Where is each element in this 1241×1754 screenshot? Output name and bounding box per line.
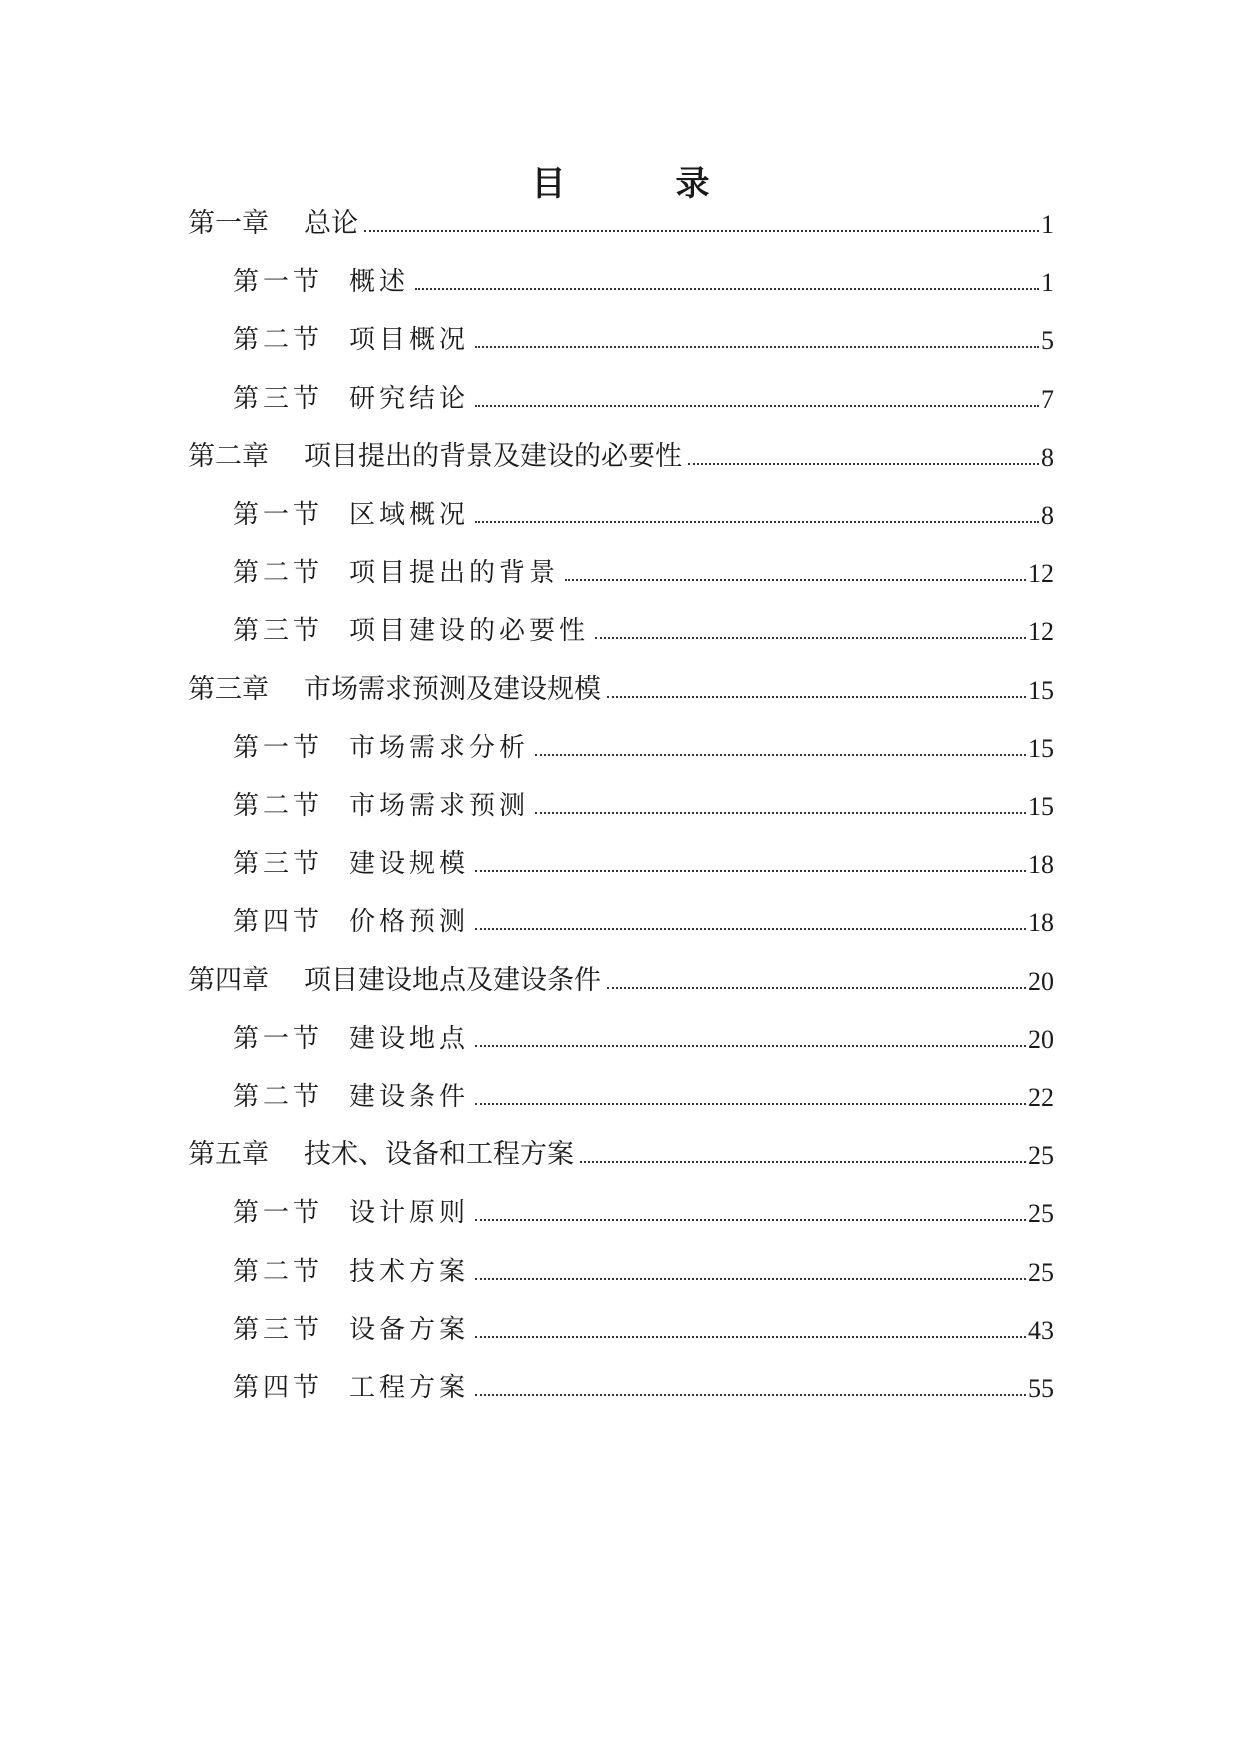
toc-page-number: 43: [1028, 1315, 1054, 1345]
toc-section-entry[interactable]: [233, 898, 1054, 938]
toc-page-number: 7: [1041, 384, 1054, 414]
toc-entry-title: 建设规模: [349, 849, 470, 880]
toc-entry-number: 第二节: [233, 558, 324, 589]
toc-dot-leader: [607, 987, 1026, 989]
toc-section-entry[interactable]: [233, 375, 1054, 415]
toc-entry-title: 建设条件: [349, 1082, 470, 1112]
toc-section-entry[interactable]: [233, 1364, 1054, 1404]
toc-section-entry[interactable]: [233, 549, 1054, 589]
toc-dot-leader: [475, 870, 1026, 872]
toc-entry-title: 设备方案: [349, 1314, 470, 1345]
toc-entry-number: 第二节: [233, 325, 324, 356]
toc-chapter-entry[interactable]: [188, 957, 1054, 997]
toc-entry-number: 第四节: [233, 907, 324, 938]
toc-section-entry[interactable]: [233, 1073, 1054, 1113]
page-title: 目 录: [531, 164, 748, 204]
toc-entry-title: 技术方案: [349, 1256, 470, 1287]
toc-section-entry[interactable]: [233, 607, 1054, 647]
toc-page-number: 18: [1028, 908, 1054, 938]
toc-entry-number: 第二章: [188, 440, 269, 472]
toc-chapter-entry[interactable]: [188, 666, 1054, 706]
toc-chapter-entry[interactable]: [188, 200, 1054, 240]
toc-entry-number: 第一节: [233, 500, 324, 530]
toc-dot-leader: [535, 812, 1026, 814]
toc-dot-leader: [475, 928, 1026, 930]
toc-chapter-entry[interactable]: [188, 433, 1054, 473]
toc-dot-leader: [565, 579, 1026, 581]
toc-dot-leader: [475, 405, 1039, 407]
toc-page-number: 18: [1028, 850, 1054, 880]
toc-dot-leader: [607, 696, 1026, 698]
toc-entry-number: 第一节: [233, 1023, 324, 1054]
toc-entry-number: 第二节: [233, 1082, 324, 1112]
toc-dot-leader: [580, 1161, 1026, 1163]
toc-section-entry[interactable]: [233, 1015, 1054, 1055]
toc-entry-title: 工程方案: [349, 1373, 470, 1403]
toc-page-number: 25: [1028, 1257, 1054, 1287]
toc-entry-title: 区域概况: [349, 500, 470, 530]
toc-dot-leader: [475, 346, 1039, 348]
toc-entry-title: 市场需求预测及建设规模: [304, 673, 601, 705]
toc-section-entry[interactable]: [233, 316, 1054, 356]
toc-page-number: 12: [1028, 617, 1054, 647]
toc-entry-title: 总论: [304, 208, 358, 239]
toc-entry-title: 项目概况: [349, 325, 470, 356]
toc-section-entry[interactable]: [233, 1189, 1054, 1229]
toc-page-number: 25: [1028, 1141, 1054, 1171]
toc-section-entry[interactable]: [233, 782, 1054, 822]
toc-page-number: 20: [1028, 966, 1054, 996]
toc-section-entry[interactable]: [233, 258, 1054, 298]
toc-dot-leader: [595, 637, 1026, 639]
toc-entry-title: 研究结论: [349, 383, 470, 414]
toc-page-number: 5: [1041, 326, 1054, 356]
toc-page-number: 15: [1028, 675, 1054, 705]
toc-section-entry[interactable]: [233, 1306, 1054, 1346]
toc-entry-number: 第五章: [188, 1139, 269, 1171]
toc-section-entry[interactable]: [233, 724, 1054, 764]
toc-section-entry[interactable]: [233, 1248, 1054, 1288]
toc-entry-title: 项目建设的必要性: [349, 616, 590, 647]
toc-dot-leader: [475, 1336, 1026, 1338]
toc-page-number: 8: [1041, 442, 1054, 472]
toc-entry-number: 第四章: [188, 964, 269, 996]
toc-entry-title: 建设地点: [349, 1023, 470, 1054]
toc-page-number: 55: [1028, 1374, 1054, 1403]
toc-dot-leader: [415, 288, 1039, 290]
toc-entry-number: 第三章: [188, 673, 269, 705]
toc-entry-title: 项目建设地点及建设条件: [304, 964, 601, 996]
toc-entry-title: 项目提出的背景及建设的必要性: [304, 440, 682, 472]
toc-section-entry[interactable]: [233, 491, 1054, 531]
toc-entry-number: 第三节: [233, 1314, 324, 1345]
toc-entry-number: 第一节: [233, 732, 324, 763]
toc-entry-title: 技术、设备和工程方案: [304, 1139, 574, 1171]
toc-entry-number: 第四节: [233, 1373, 324, 1403]
toc-dot-leader: [535, 754, 1026, 756]
toc-entry-title: 市场需求分析: [349, 732, 530, 763]
toc-dot-leader: [475, 1394, 1026, 1396]
toc-dot-leader: [475, 521, 1039, 523]
toc-dot-leader: [475, 1278, 1026, 1280]
toc-entry-number: 第二节: [233, 1256, 324, 1287]
toc-page-number: 8: [1041, 501, 1054, 530]
toc-entry-number: 第三节: [233, 616, 324, 647]
toc-entry-number: 第一节: [233, 1198, 324, 1229]
toc-entry-title: 市场需求预测: [349, 791, 530, 821]
toc-chapter-entry[interactable]: [188, 1131, 1054, 1171]
toc-dot-leader: [364, 230, 1039, 232]
toc-page-number: 15: [1028, 792, 1054, 821]
toc-section-entry[interactable]: [233, 840, 1054, 880]
toc-entry-title: 价格预测: [349, 907, 470, 938]
toc-page-number: 22: [1028, 1083, 1054, 1112]
toc-entry-number: 第三节: [233, 383, 324, 414]
toc-entry-number: 第一节: [233, 267, 324, 298]
toc-page-number: 25: [1028, 1199, 1054, 1229]
toc-page-number: 1: [1041, 210, 1054, 239]
toc-page-number: 12: [1028, 559, 1054, 589]
toc-entry-title: 概述: [349, 267, 410, 298]
toc-page-number: 20: [1028, 1024, 1054, 1054]
toc-entry-title: 项目提出的背景: [349, 558, 560, 589]
toc-dot-leader: [688, 463, 1039, 465]
toc-dot-leader: [475, 1045, 1026, 1047]
toc-page-number: 15: [1028, 733, 1054, 763]
toc-entry-title: 设计原则: [349, 1198, 470, 1229]
toc-dot-leader: [475, 1219, 1026, 1221]
toc-entry-number: 第二节: [233, 791, 324, 821]
toc-entry-number: 第三节: [233, 849, 324, 880]
toc-page-number: 1: [1041, 268, 1054, 298]
toc-dot-leader: [475, 1103, 1026, 1105]
toc-entry-number: 第一章: [188, 208, 269, 239]
